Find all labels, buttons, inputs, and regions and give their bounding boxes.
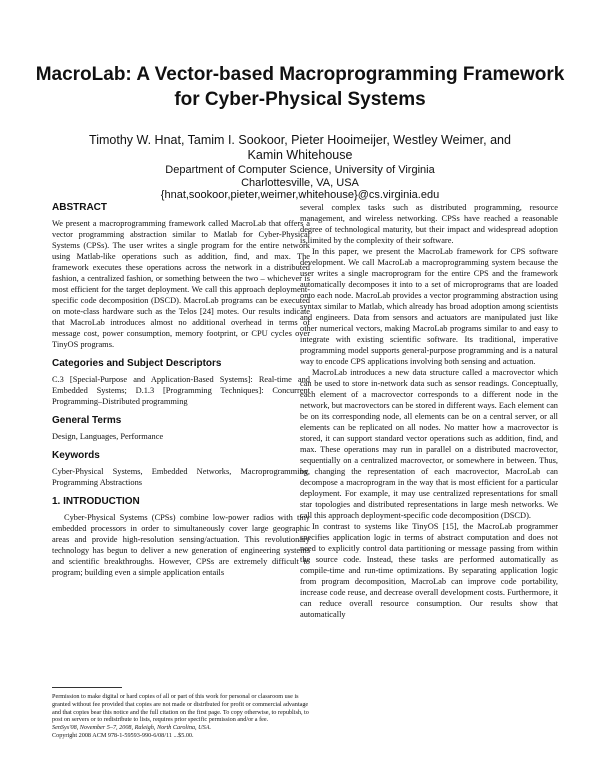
conference-info: SenSys'08, November 5–7, 2008, Raleigh, North Carolina, USA. xyxy=(52,724,212,732)
authors-line-1: Timothy W. Hnat, Tamim I. Sookoor, Pieter Hooimeijer, Westley Weimer, and xyxy=(89,133,511,147)
introduction-text: Cyber-Physical Systems (CPSs) combine low-power radios with tiny embedded processors in order to simultaneously cover large geographic areas and provide high-resolution sensing/actuation. This revolutionary technology has begun to deliver a new generation of engineering systems and scientific breakthroughs. However, CPSs are extremely difficult to program; building even a simple application entails xyxy=(52,513,310,577)
copyright-line: Copyright 2008 ACM 978-1-59593-990-6/08/11 ...$5.00. xyxy=(52,731,194,739)
keywords-text: Cyber-Physical Systems, Embedded Networks, Macroprogramming, Programming Abstractions xyxy=(52,467,310,487)
general-terms-heading: General Terms xyxy=(52,415,122,426)
categories-text: C.3 [Special-Purpose and Application-Based Systems]: Real-time and Embedded Systems; D.1.3 [Programming Techniques]: Concurrent Programming–Distributed programming xyxy=(52,375,310,406)
authors-line-2: Kamin Whitehouse xyxy=(247,148,353,162)
right-paragraph-2: In this paper, we present the MacroLab framework for CPS software development. We call MacroLab a macroprogramming system because the user writes a single macroprogram for the entire CPS and the framework automatically decomposes it into to a set of microprograms that are loaded onto each node. MacroLab provides a vector programming abstraction using syntax similar to Matlab, which already has broad adoption among scientists and engineers. Data from sensors and actuators are manipulated just like other numerical vectors, making MacroLab programs similar to and easy to integrate with existing scientific software. Its traditional, imperative programming model supports general-purpose programming and is a natural way to encode CPS applications involving both sensing and actuation. xyxy=(300,247,558,366)
footnote-rule xyxy=(52,687,122,688)
affil-emails: {hnat,sookoor,pieter,weimer,whitehouse}@cs.virginia.edu xyxy=(160,189,440,201)
paper-title xyxy=(0,62,600,112)
right-paragraph-4: In contrast to systems like TinyOS [15], the MacroLab programmer specifies application logic in terms of abstract computation and does not need to explicitly control data partitioning or message passing from within the source code. Instead, these tasks are performed automatically as compile-time and run-time optimizations. By separating application logic from program decomposition, MacroLab can improve code portability, increase code reuse, and decrease overall development costs. Furthermore, it can reduce overall resource consumption. Our results show that automatically xyxy=(300,522,558,619)
introduction-heading: 1. INTRODUCTION xyxy=(52,496,140,507)
abstract-text: We present a macroprogramming framework called MacroLab that offers a vector programming abstraction similar to Matlab for Cyber-Physical Systems (CPSs). The user writes a single program for the entire network using Matlab-like operations such as addition, find, and max. The framework executes these operations across the network in a distributed fashion, a centralized fashion, or something between the two – whichever is most efficient for the target deployment. We call this approach deployment-specific code decomposition (DSCD). MacroLab programs can be executed on mote-class hardware such as the Telos [24] motes. Our results indicate that MacroLab introduces almost no additional overhead in terms of message cost, power consumption, memory footprint, or CPU cycles over TinyOS programs. xyxy=(52,219,310,349)
affil-location: Charlottesville, VA, USA xyxy=(241,176,359,189)
title-line-1: MacroLab: A Vector-based Macroprogramming Framework xyxy=(35,64,565,85)
affiliation xyxy=(0,164,600,202)
general-terms-text: Design, Languages, Performance xyxy=(52,432,164,441)
permission-notice: Permission to make digital or hard copies of all or part of this work for personal or classroom use is granted without fee provided that copies are not made or distributed for profit or commercial advantage and that copies bear this notice and the full citation on the first page. To copy otherwise, to republish, to post on servers or to redistribute to lists, requires prior specific permission and/or a fee. xyxy=(52,693,309,724)
affil-department: Department of Computer Science, University of Virginia xyxy=(165,164,435,176)
abstract-heading: ABSTRACT xyxy=(52,202,107,213)
categories-heading: Categories and Subject Descriptors xyxy=(52,358,222,369)
keywords-heading: Keywords xyxy=(52,450,100,461)
title-line-2: for Cyber-Physical Systems xyxy=(174,89,426,110)
copyright-footnote xyxy=(52,693,310,740)
right-column xyxy=(300,202,558,620)
right-paragraph-3: MacroLab introduces a new data structure called a macrovector which can be used to store in-network data such as sensor readings. Conceptually, each element of a macrovector corresponds to a different node in the network, but macrovectors can be stored in different ways. Each element can be on its corresponding node, all elements can be on a central server, or all elements can be replicated on all nodes. No matter how a macrovector is stored, it can support standard vector operations such as addition, find, and max. These operations may run in parallel on a distributed macrovector, sequentially on a centralized macrovector, or somewhere in between. Thus, by changing the representation of each macrovector, MacroLab can decompose a macroprogram in the way that is most efficient for a particular deployment. For example, it may use centralized representations for small star topologies and distributed representations in large mesh networks. We call this approach deployment-specific code decomposition (DSCD). xyxy=(300,368,558,520)
left-column xyxy=(52,202,310,578)
author-list xyxy=(0,133,600,163)
right-paragraph-1: several complex tasks such as distributed programming, resource management, and wireless networking. CPSs have reached a reasonable degree of technological maturity, but their impact and widespread adoption is limited by the complexity of their software. xyxy=(300,203,558,245)
